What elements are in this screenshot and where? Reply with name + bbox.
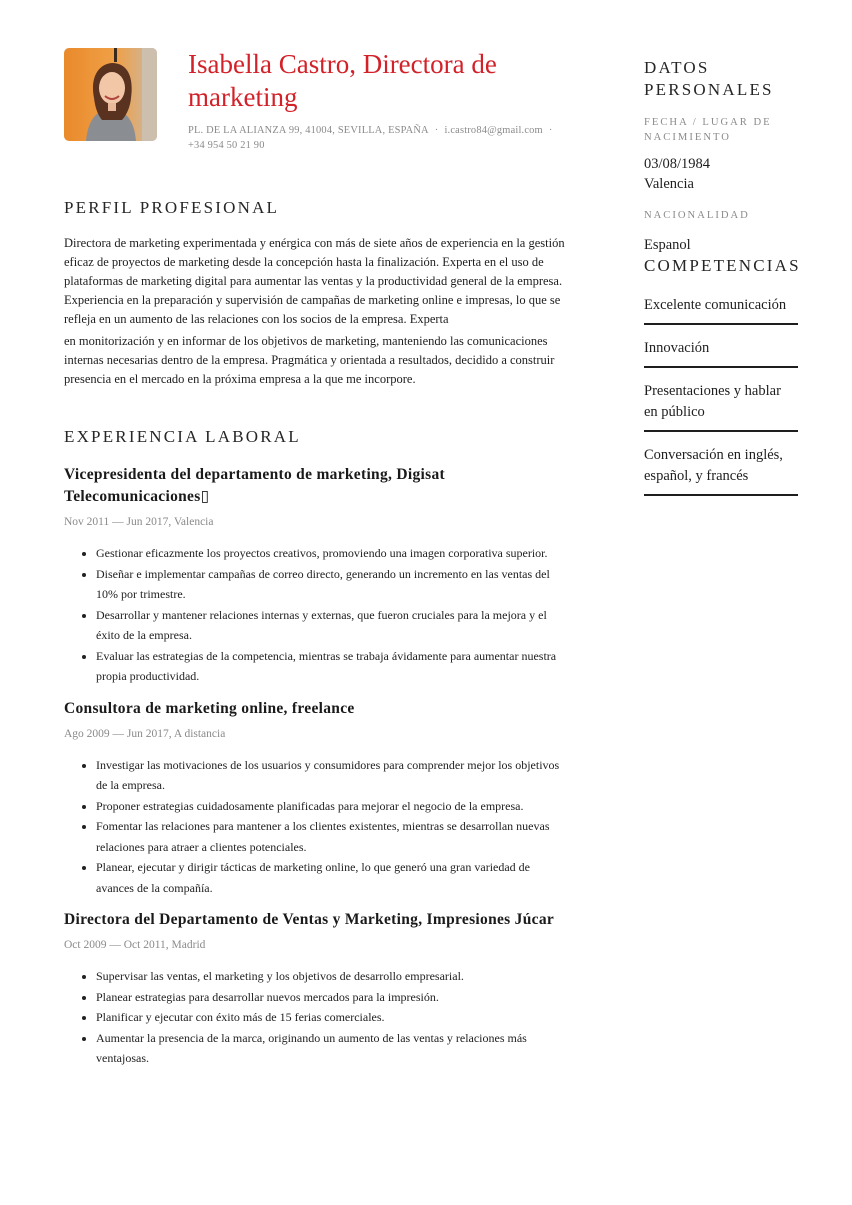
job-dates-location: Ago 2009 — Jun 2017, A distancia (64, 727, 226, 740)
nationality-label: NACIONALIDAD (644, 210, 750, 221)
list-item: • Desarrollar y mantener relaciones internas y externas, que fueron cruciales para la mejora y el éxito de la empresa. (96, 605, 570, 646)
profile-paragraph: en monitorización y en informar de los objetivos de marketing, manteniendo las comunicaciones internas necesarias dentro de la empresa. Pragmática y orientada a resultados, decidido a construir presencia en el mercado en la próxima empresa a la que me incorpore. (64, 334, 555, 386)
skill-item: Presentaciones y hablar en público (644, 381, 798, 432)
nationality: Espanol (644, 237, 691, 253)
profile-summary (64, 234, 570, 389)
job-title: Vicepresidenta del departamento de marketing, Digisat Telecomunicaciones▯ (64, 466, 445, 505)
job-entry (64, 698, 570, 899)
resume-header (64, 48, 570, 153)
date-of-birth: 03/08/1984 (644, 156, 711, 172)
list-item: • Planear, ejecutar y dirigir tácticas de marketing online, lo que generó una gran variedad de avances de la compañía. (96, 857, 570, 898)
resume-name: Isabella Castro, Directora de marketing (188, 49, 497, 112)
list-item: • Supervisar las ventas, el marketing y los objetivos de desarrollo empresarial. (96, 966, 570, 987)
profile-paragraph: Directora de marketing experimentada y enérgica con más de siete años de experiencia en la gestión eficaz de proyectos de marketing desde la concepción hasta la finalización. Experta en el uso de plataformas de marketing digital para aumentar las ventas y la productividad general de la empresa. Experiencia en la preparación y supervisión de campañas de marketing online e impresas, lo que se refleja en un aumento de las relaciones con los socios de la empresa. Experta (64, 236, 565, 326)
job-entry (64, 909, 570, 1069)
skills-list (644, 295, 798, 496)
list-item: • Planificar y ejecutar con éxito más de 15 ferias comerciales. (96, 1007, 570, 1028)
sidebar (644, 57, 801, 509)
skills-heading: COMPETENCIAS (644, 256, 801, 275)
list-item: • Planear estrategias para desarrollar nuevos mercados para la impresión. (96, 987, 570, 1008)
main-column (64, 48, 570, 1065)
job-title: Directora del Departamento de Ventas y Marketing, Impresiones Júcar (64, 911, 555, 928)
list-item: • Proponer estrategias cuidadosamente planificadas para mejorar el negocio de la empresa. (96, 796, 570, 817)
skill-item: Excelente comunicación (644, 295, 798, 325)
phone: +34 954 50 21 90 (188, 140, 265, 151)
contact-info (188, 123, 568, 153)
list-item: • Investigar las motivaciones de los usuarios y consumidores para comprender mejor los objetivos de la empresa. (96, 755, 570, 796)
address: PL. DE LA ALIANZA 99, 41004, SEVILLA, ESPAÑA (188, 125, 429, 136)
job-dates-location: Nov 2011 — Jun 2017, Valencia (64, 516, 214, 528)
profile-photo (64, 48, 157, 141)
birth-place: Valencia (644, 176, 694, 192)
list-item: • Gestionar eficazmente los proyectos creativos, promoviendo una imagen corporativa superior. (96, 543, 570, 564)
experience-list (64, 464, 570, 1069)
job-title: Consultora de marketing online, freelance (64, 699, 355, 717)
job-bullets (64, 966, 570, 1069)
job-entry (64, 464, 570, 687)
job-bullets (64, 543, 570, 687)
experience-heading: EXPERIENCIA LABORAL (64, 427, 301, 446)
job-dates-location: Oct 2009 — Oct 2011, Madrid (64, 939, 206, 951)
dob-label: FECHA / LUGAR DE NACIMIENTO (644, 117, 772, 143)
list-item: • Diseñar e implementar campañas de correo directo, generando un incremento en las ventas del 10% por trimestre. (96, 564, 570, 605)
email-link[interactable]: i.castro84@gmail.com (444, 125, 543, 136)
contact-separator: · (434, 125, 439, 136)
list-item: • Fomentar las relaciones para mantener a los clientes existentes, mientras se desarrollan nuevas relaciones para atraer a clientes potenciales. (96, 816, 570, 857)
contact-separator: · (548, 125, 553, 136)
personal-data-heading: DATOS PERSONALES (644, 58, 774, 99)
list-item: • Evaluar las estrategias de la competencia, mientras se trabaja ávidamente para aumentar nuestra propia productividad. (96, 646, 570, 687)
skill-item: Conversación en inglés, español, y francés (644, 445, 798, 496)
list-item: • Aumentar la presencia de la marca, originando un aumento de las ventas y relaciones más ventajosas. (96, 1028, 570, 1069)
profile-heading: PERFIL PROFESIONAL (64, 198, 280, 217)
job-bullets (64, 755, 570, 899)
skill-item: Innovación (644, 338, 798, 368)
